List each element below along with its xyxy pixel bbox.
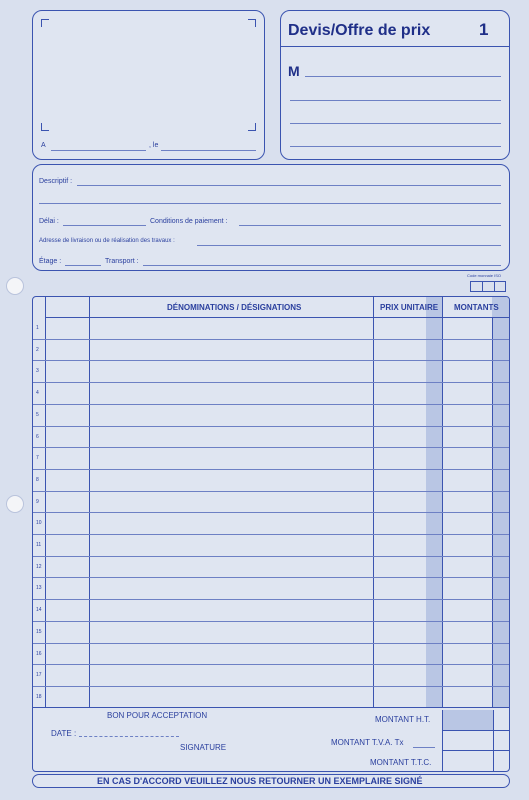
row-number: 1	[36, 325, 39, 331]
logo-corner-tr	[248, 19, 256, 27]
table-row-line[interactable]	[33, 643, 510, 644]
currency-code-boxes[interactable]	[470, 281, 506, 292]
col-num-divider	[45, 297, 46, 707]
header-separator	[45, 317, 510, 318]
logo-corner-br	[248, 123, 256, 131]
unit-price-header: PRIX UNITAIRE	[380, 303, 439, 312]
delai-line[interactable]	[63, 225, 146, 226]
table-footer-separator	[33, 707, 510, 708]
table-row-line[interactable]	[33, 599, 510, 600]
table-row-line[interactable]	[33, 469, 510, 470]
totals-row-2	[443, 750, 510, 751]
notice-text: EN CAS D'ACCORD VEUILLEZ NOUS RETOURNER UN EXEMPLAIRE SIGNÉ	[97, 776, 423, 786]
row-number: 7	[36, 455, 39, 462]
table-row-line[interactable]	[33, 534, 510, 535]
col-designation-divider	[373, 297, 374, 707]
items-table	[32, 296, 510, 772]
total-tva-label: MONTANT T.V.A. Tx	[331, 738, 404, 747]
row-number: 3	[36, 368, 39, 375]
table-row-line[interactable]	[33, 556, 510, 557]
etage-label: Étage :	[39, 258, 62, 265]
designation-header: DÉNOMINATIONS / DÉSIGNATIONS	[167, 303, 302, 312]
acceptance-label: BON POUR ACCEPTATION	[107, 711, 208, 720]
tva-rate-line[interactable]	[413, 747, 435, 748]
client-line-4[interactable]	[290, 146, 501, 147]
row-number: 13	[36, 585, 42, 592]
total-ht-label: MONTANT H.T.	[375, 715, 431, 724]
logo-corner-tl	[41, 19, 49, 27]
logo-corner-bl	[41, 123, 49, 131]
sender-date-label: , le	[149, 142, 159, 149]
client-prefix: M	[288, 63, 300, 79]
table-row-line[interactable]	[33, 686, 510, 687]
title-separator	[281, 46, 509, 47]
table-row-line[interactable]	[33, 491, 510, 492]
table-row-line[interactable]	[33, 404, 510, 405]
currency-divider-2	[494, 282, 495, 291]
notice-bar	[32, 774, 510, 788]
table-row-line[interactable]	[33, 512, 510, 513]
row-number: 5	[36, 411, 39, 418]
totals-grid[interactable]	[442, 710, 510, 772]
currency-code-label: Code monnaie ISO	[467, 273, 502, 278]
etage-line[interactable]	[65, 265, 101, 266]
row-number: 16	[36, 650, 42, 657]
adresse-line[interactable]	[197, 245, 501, 246]
footer-date-label: DATE :	[51, 729, 77, 738]
descriptif-line-1[interactable]	[77, 185, 501, 186]
transport-line[interactable]	[143, 265, 501, 266]
descriptif-label: Descriptif :	[39, 178, 73, 185]
table-row-line[interactable]	[33, 621, 510, 622]
row-number: 9	[36, 498, 39, 505]
row-number: 18	[36, 693, 42, 700]
page-number: 1	[479, 20, 489, 39]
row-number: 14	[36, 607, 42, 614]
row-number: 8	[36, 476, 39, 483]
sender-place-label: A	[41, 142, 46, 149]
totals-row-1	[443, 730, 510, 731]
col-unitprice-divider	[442, 297, 443, 707]
table-row-line[interactable]	[33, 382, 510, 383]
currency-divider-1	[482, 282, 483, 291]
row-number: 4	[36, 390, 39, 397]
row-number: 6	[36, 433, 39, 440]
adresse-label: Adresse de livraison ou de réalisation des travaux :	[39, 238, 175, 244]
client-line-3[interactable]	[290, 123, 501, 124]
sender-date-line[interactable]	[161, 150, 256, 151]
row-number: 10	[36, 520, 42, 527]
client-line-2[interactable]	[290, 100, 501, 101]
conditions-line[interactable]	[239, 225, 501, 226]
table-row-line[interactable]	[33, 426, 510, 427]
row-number: 15	[36, 628, 42, 635]
sender-place-line[interactable]	[51, 150, 146, 151]
delai-label: Délai :	[39, 218, 59, 225]
transport-label: Transport :	[105, 258, 139, 265]
table-row-line[interactable]	[33, 447, 510, 448]
conditions-label: Conditions de paiement :	[150, 218, 228, 225]
footer-date-line[interactable]	[79, 736, 179, 737]
unit-price-cents-col	[426, 297, 442, 707]
document-title: Devis/Offre de prix	[288, 22, 431, 39]
signature-label: SIGNATURE	[180, 743, 227, 752]
amounts-header: MONTANTS	[454, 303, 499, 312]
total-ttc-label: MONTANT T.T.C.	[370, 758, 432, 767]
col-qty-divider	[89, 297, 90, 707]
table-row-line[interactable]	[33, 360, 510, 361]
client-line-1[interactable]	[305, 76, 501, 77]
binding-hole-top	[6, 277, 24, 295]
table-row-line[interactable]	[33, 664, 510, 665]
row-number: 2	[36, 346, 39, 353]
totals-cents-divider	[493, 710, 494, 772]
row-number: 17	[36, 672, 42, 679]
row-number: 12	[36, 563, 42, 570]
table-row-line[interactable]	[33, 339, 510, 340]
amount-cents-col	[492, 297, 510, 707]
binding-hole-bottom	[6, 495, 24, 513]
row-number: 11	[36, 542, 42, 548]
table-row-line[interactable]	[33, 577, 510, 578]
descriptif-line-2[interactable]	[39, 203, 501, 204]
sender-box	[32, 10, 265, 160]
client-box	[280, 10, 510, 160]
info-box	[32, 164, 510, 271]
